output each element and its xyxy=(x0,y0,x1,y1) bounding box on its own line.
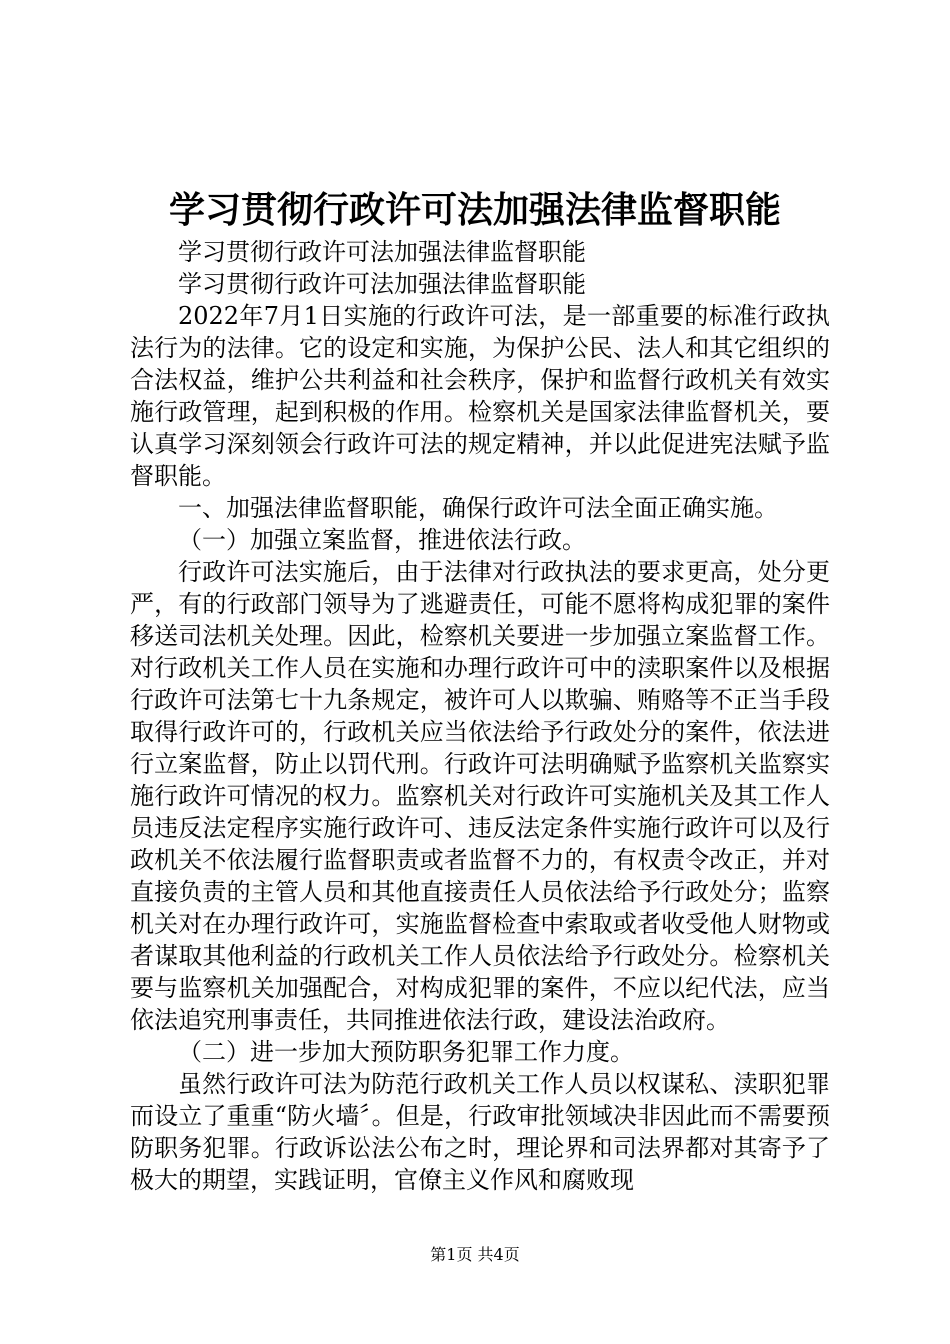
paragraph-body-2: 虽然行政许可法为防范行政机关工作人员以权谋私、渎职犯罪而设立了重重“防火墙〞。但是，行政审批领域决非因此而不需要预防职务犯罪。行政诉讼法公布之时，理论界和司法界都对其寄予了极大的期望，实践证明，官僚主义作风和腐败现 xyxy=(130,1070,830,1194)
paragraph-body-1: 行政许可法实施后，由于法律对行政执法的要求更高，处分更严，有的行政部门领导为了逃避责任，可能不愿将构成犯罪的案件移送司法机关处理。因此，检察机关要进一步加强立案监督工作。对行政机关工作人员在实施和办理行政许可中的渎职案件以及根据行政许可法第七十九条规定，被许可人以欺骗、贿赂等不正当手段取得行政许可的，行政机关应当依法给予行政处分的案件，依法进行立案监督，防止以罚代刑。行政许可法明确赋予监察机关监察实施行政许可情况的权力。监察机关对行政许可实施机关及其工作人员违反法定程序实施行政许可、违反法定条件实施行政许可以及行政机关不依法履行监督职责或者监督不力的，有权责令改正，并对直接负责的主管人员和其他直接责任人员依法给予行政处分；监察机关对在办理行政许可，实施监督检查中索取或者收受他人财物或者谋取其他利益的行政机关工作人员依法给予行政处分。检察机关要与监察机关加强配合，对构成犯罪的案件，不应以纪代法，应当依法追究刑事责任，共同推进依法行政，建设法治政府。 xyxy=(130,558,830,1034)
document-title: 学习贯彻行政许可法加强法律监督职能 xyxy=(168,189,781,231)
document-body xyxy=(130,236,830,1196)
section-heading-1: 一、加强法律监督职能，确保行政许可法全面正确实施。 xyxy=(178,494,778,522)
subtitle-line-2: 学习贯彻行政许可法加强法律监督职能 xyxy=(178,270,586,298)
subtitle-line-1: 学习贯彻行政许可法加强法律监督职能 xyxy=(178,238,586,266)
paragraph-intro: 2022年7月1日实施的行政许可法，是一部重要的标准行政执法行为的法律。它的设定和实施，为保护公民、法人和其它组织的合法权益，维护公共利益和社会秩序，保护和监督行政机关有效实施行政管理，起到积极的作用。检察机关是国家法律监督机关，要认真学习深刻领会行政许可法的规定精神，并以此促进宪法赋予监督职能。 xyxy=(130,302,830,490)
subsection-heading-2: （二）进一步加大预防职务犯罪工作力度。 xyxy=(178,1038,634,1066)
subsection-heading-1: （一）加强立案监督，推进依法行政。 xyxy=(178,526,586,554)
page-footer: 第1页 共4页 xyxy=(430,1245,520,1264)
